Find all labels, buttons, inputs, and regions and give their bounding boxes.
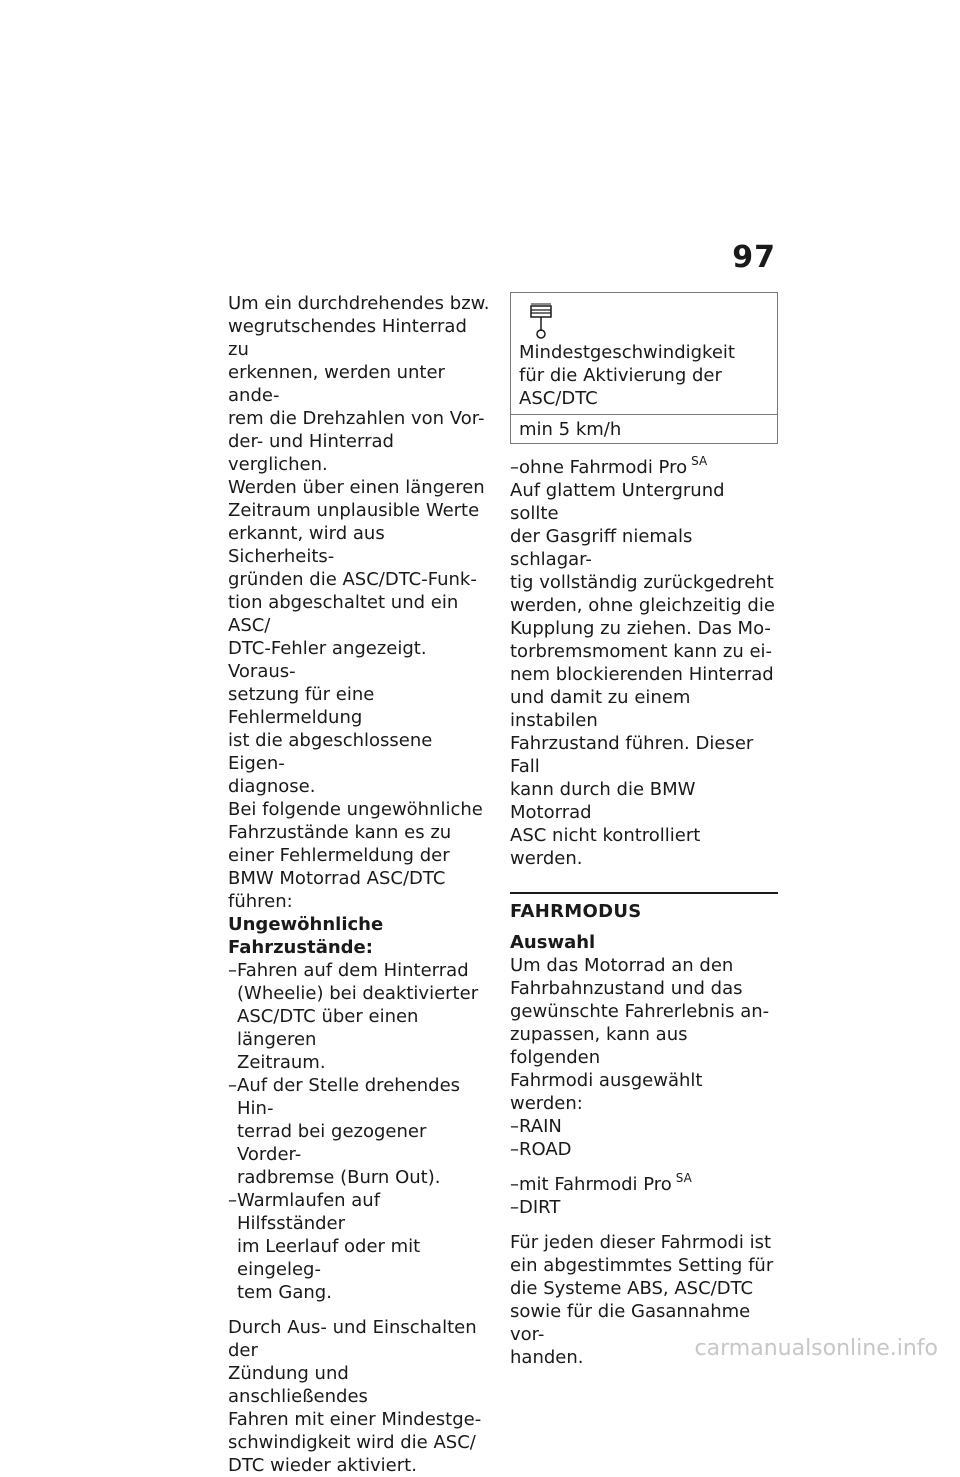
right-column xyxy=(510,292,778,1369)
info-box-header xyxy=(511,293,777,414)
with-pro-line: –mit Fahrmodi Pro $^{SA}$ xyxy=(510,1171,692,1195)
list-item: – Auf der Stelle drehendes Hin- terrad bei gezogener Vorder- radbremse (Burn Out). xyxy=(228,1074,490,1189)
section-title: FAHRMODUS xyxy=(510,901,642,922)
section-divider xyxy=(510,892,778,923)
list-item: – Warmlaufen auf Hilfsständer im Leerlauf oder mit eingeleg- tem Gang. xyxy=(228,1189,490,1304)
info-box-title: Mindestgeschwindigkeit für die Aktivierung der ASC/DTC xyxy=(519,342,735,409)
subsection-title: Auswahl xyxy=(510,932,596,953)
engine-piston-icon xyxy=(527,303,555,341)
left-column xyxy=(228,292,490,1477)
list-item: – Fahren auf dem Hinterrad (Wheelie) bei deaktivierter ASC/DTC über einen längeren Zeitraum. xyxy=(228,959,490,1074)
list-item: – DIRT xyxy=(510,1196,778,1219)
reactivation-paragraph: Durch Aus- und Einschalten der Zündung und anschließendes Fahren mit einer Mindestge- schwindigkeit wird die ASC/ DTC wieder aktiviert. xyxy=(228,1317,482,1476)
selection-paragraph: Um das Motorrad an den Fahrbahnzustand und das gewünschte Fahrerlebnis an- zupassen, kann aus folgenden Fahrmodi ausgewählt werden: xyxy=(510,955,770,1114)
unusual-states-list xyxy=(228,959,490,1304)
min-speed-value: min 5 km/h xyxy=(511,414,777,443)
sa-marker: SA xyxy=(691,454,708,468)
pro-modes-list xyxy=(510,1196,778,1219)
min-speed-info-box xyxy=(510,292,778,444)
basic-modes-list xyxy=(510,1115,778,1161)
error-intro-paragraph: Bei folgende ungewöhnliche Fahrzustände kann es zu einer Fehlermeldung der BMW Motorrad ASC/DTC führen: xyxy=(228,799,483,912)
intro-paragraph: Um ein durchdrehendes bzw. wegrutschendes Hinterrad zu erkennen, werden unter ande- rem die Drehzahlen von Vor- der- und Hinterrad verglichen. Werden über einen längeren Zeitraum unplausible Werte erkannt, wird aus Sicherheits- gründen die ASC/DTC-Funk- tion abgeschaltet und ein ASC/ DTC-Fehler angezeigt. Voraus- setzung für eine Fehlermeldung ist die abgeschlossene Eigen- diagnose. xyxy=(228,293,490,797)
list-item: – RAIN xyxy=(510,1115,778,1138)
slippery-warning-paragraph: Auf glattem Untergrund sollte der Gasgriff niemals schlagar- tig vollständig zurückgedreht werden, ohne gleichzeitig die Kupplung zu ziehen. Das Mo- torbremsmoment kann zu ei- nem blockierenden Hinterrad und damit zu einem instabilen Fahrzustand führen. Dieser Fall kann durch die BMW Motorrad ASC nicht kontrolliert werden. xyxy=(510,480,775,869)
list-item: – ROAD xyxy=(510,1138,778,1161)
unusual-states-heading: Ungewöhnliche Fahrzustände: xyxy=(228,914,384,958)
sa-marker: SA xyxy=(675,1171,692,1185)
without-pro-line: –ohne Fahrmodi Pro $^{SA}$ xyxy=(510,454,708,478)
watermark: carmanualsonline.info xyxy=(694,1336,938,1361)
modes-info-paragraph: Für jeden dieser Fahrmodi ist ein abgestimmtes Setting für die Systeme ABS, ASC/DTC sowie für die Gasannahme vor- handen. xyxy=(510,1232,774,1368)
page-number: 97 xyxy=(732,240,776,275)
